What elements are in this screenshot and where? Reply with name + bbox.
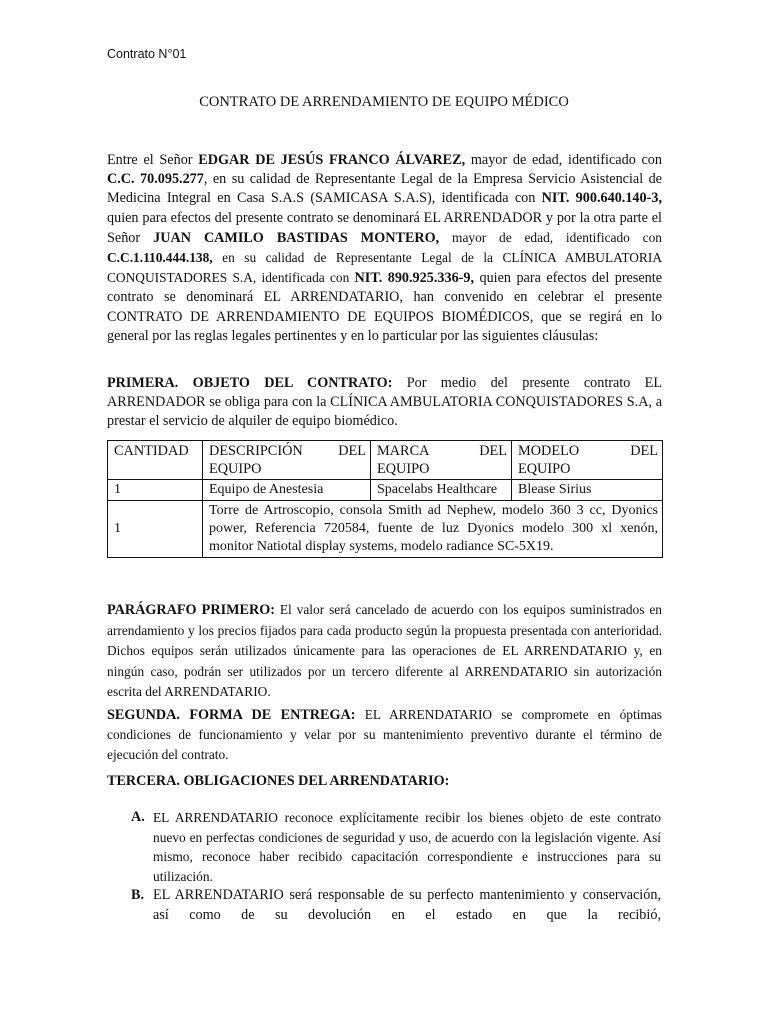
- intro-text-3: , en su calidad de Representante Legal de la Empresa Servicio Asistencial de Medicina Integral en Casa S.A.S (SAMICASA S.A.S), identificada con: [107, 171, 662, 207]
- intro-text-7: quien para efectos del presente contrato se denominará EL ARRENDATARIO, han convenido en celebrar el presente CONTRATO DE ARRENDAMIENTO DE EQUIPOS BIOMÉDICOS, que se regirá en lo general por las reglas legales pertinentes y en lo particular por las siguientes cláusulas:: [107, 270, 662, 344]
- lessor-id: C.C. 70.095.277: [107, 171, 204, 188]
- intro-paragraph: [107, 151, 662, 346]
- clause-segunda-heading: SEGUNDA. FORMA DE ENTREGA:: [107, 707, 356, 723]
- list-marker: A.: [131, 809, 145, 825]
- table-row: [108, 480, 663, 501]
- list-item-text: EL ARRENDATARIO será responsable de su perfecto mantenimiento y conservación, así como de su devolución en el estado en que la recibió,: [153, 887, 661, 923]
- lessor-name: EDGAR DE JESÚS FRANCO ÁLVAREZ,: [198, 152, 466, 168]
- list-marker: B.: [131, 887, 145, 903]
- clause-primera: [107, 374, 662, 432]
- clause-tercera-heading-text: TERCERA. OBLIGACIONES DEL ARRENDATARIO:: [107, 773, 450, 789]
- table-header-cell: DESCRIPCIÓN DEL EQUIPO: [203, 441, 371, 480]
- clause-primera-heading: PRIMERA. OBJETO DEL CONTRATO:: [107, 375, 393, 391]
- table-cell-qty: 1: [108, 480, 203, 501]
- table-header-cell: CANTIDAD: [108, 441, 203, 480]
- clause-tercera-heading: [107, 772, 662, 791]
- intro-text-1: Entre el Señor: [107, 152, 199, 168]
- table-cell-qty: 1: [108, 501, 203, 558]
- list-item: [131, 808, 661, 886]
- paragrafo-text: El valor será cancelado de acuerdo con los equipos suministrados en arrendamiento y los precios fijados para cada producto según la propuesta presentada con anterioridad. Dichos equipos serán utilizados únicamente para las operaciones de EL ARRENDATARIO y, en ningún caso, podrán ser utilizados por un tercero diferente al ARRENDATARIO sin autorización escrita del ARRENDATARIO.: [107, 602, 662, 699]
- document-title: CONTRATO DE ARRENDAMIENTO DE EQUIPO MÉDICO: [199, 94, 569, 110]
- paragrafo-heading: PARÁGRAFO PRIMERO:: [107, 602, 275, 618]
- lessee-id: C.C.1.110.444.138,: [107, 250, 213, 266]
- intro-text-2: mayor de edad, identificado con: [465, 152, 662, 168]
- table-cell-desc: Equipo de Anestesia: [203, 480, 371, 501]
- table-header-row: [108, 441, 663, 480]
- clause-segunda: [107, 705, 662, 766]
- table-cell-model: Blease Sirius: [512, 480, 663, 501]
- table-row: [108, 501, 663, 558]
- intro-text-6: en su calidad de Representante Legal de la CLÍNICA AMBULATORIA CONQUISTADORES S.A, identificada con: [107, 250, 662, 286]
- clause-segunda-text: EL ARRENDATARIO se compromete en óptimas condiciones de funcionamiento y velar por su mantenimiento preventivo durante el término de ejecución del contrato.: [107, 707, 662, 763]
- lessee-nit: NIT. 890.925.336-9,: [354, 270, 475, 287]
- list-item-text: EL ARRENDATARIO reconoce explícitamente recibir los bienes objeto de este contrato nuevo en perfectas condiciones de seguridad y uso, de acuerdo con la legislación vigente. Así mismo, reconoce haber recibido capacitación correspondiente e instrucciones para su utilización.: [153, 810, 661, 884]
- lessor-nit: NIT. 900.640.140-3,: [541, 190, 662, 207]
- paragrafo-primero: [107, 600, 662, 703]
- equipment-table: [107, 440, 663, 558]
- intro-text-4: quien para efectos del presente contrato se denominará EL ARRENDADOR y por la otra parte el Señor: [107, 209, 662, 246]
- table-cell-desc: Torre de Artroscopio, consola Smith ad Nephew, modelo 360 3 cc, Dyonics power, Referencia 720584, fuente de luz Dyonics modelo 300 xl xenón, monitor Natiotal display systems, modelo radiance SC-5X19.: [203, 501, 663, 558]
- contract-number: Contrato N°01: [107, 47, 187, 61]
- table-header-cell: MARCA DEL EQUIPO: [371, 441, 512, 480]
- list-item: [131, 886, 661, 925]
- intro-text-5: mayor de edad, identificado con: [439, 229, 662, 245]
- lessee-name: JUAN CAMILO BASTIDAS MONTERO,: [153, 229, 440, 246]
- table-header-cell: MODELO DEL EQUIPO: [512, 441, 663, 480]
- table-cell-brand: Spacelabs Healthcare: [371, 480, 512, 501]
- clause-primera-text: Por medio del presente contrato EL ARRENDADOR se obliga para con la CLÍNICA AMBULATORIA CONQUISTADORES S.A, a prestar el servicio de alquiler de equipo biomédico.: [107, 375, 662, 430]
